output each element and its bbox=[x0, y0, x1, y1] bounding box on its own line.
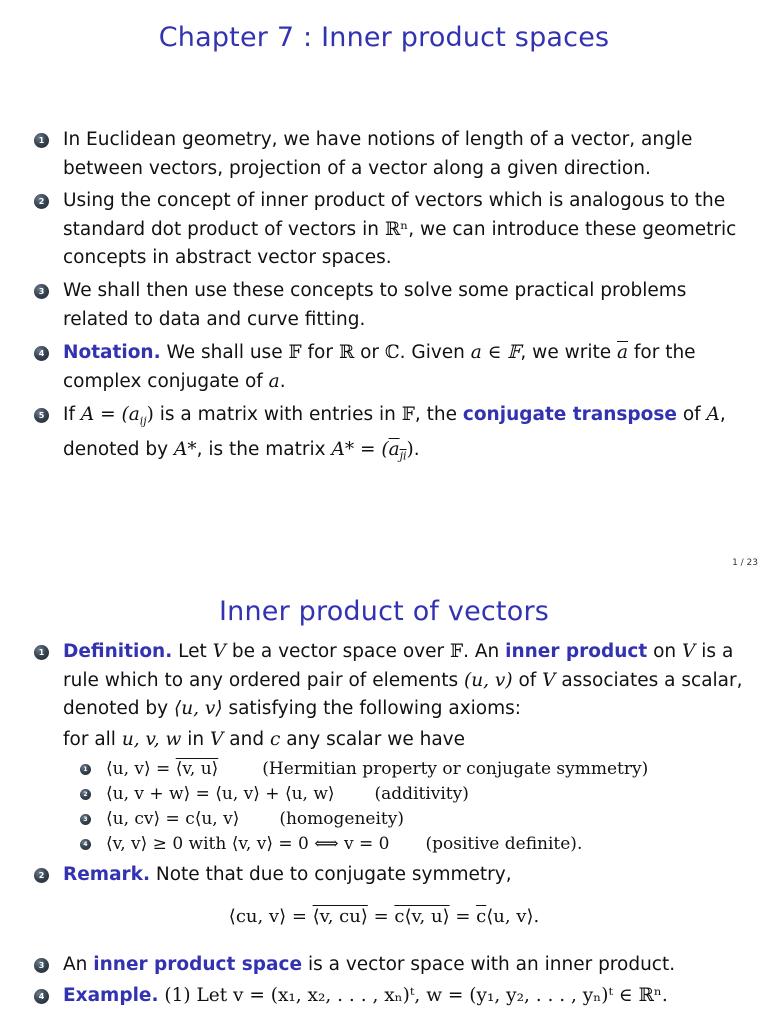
axiom-text: ⟨u, cv⟩ = c⟨u, v⟩ (homogeneity) bbox=[106, 809, 404, 829]
axiom-number: 4 bbox=[80, 839, 91, 850]
bullet-number: 1 bbox=[34, 133, 49, 148]
bullet-number: 3 bbox=[34, 958, 49, 973]
axiom-number: 1 bbox=[80, 764, 91, 775]
example-label: Example. bbox=[63, 985, 159, 1006]
list-item-text: If $A = (a_{ij})$ is a matrix with entries in 𝔽, the conjugate transpose of A, denoted by A*, is the matrix $A* = (a_{ji})$. bbox=[63, 404, 726, 463]
axiom-text: ⟨u, v⟩ = ⟨v, u⟩ (Hermitian property or conjugate symmetry) bbox=[106, 759, 649, 779]
axiom-text: ⟨u, v + w⟩ = ⟨u, v⟩ + ⟨u, w⟩ (additivity) bbox=[106, 784, 469, 804]
notation-label: Notation. bbox=[63, 342, 161, 363]
remark-label: Remark. bbox=[63, 864, 151, 885]
bullet-number: 4 bbox=[34, 346, 49, 361]
page-number: 1 / 23 bbox=[732, 558, 758, 568]
conjugate-transpose-label: conjugate transpose bbox=[462, 404, 677, 425]
bullet-number: 4 bbox=[34, 989, 49, 1004]
for-all-text: for all u, v, w in V and c any scalar we have bbox=[63, 729, 465, 750]
slide-1-title: Chapter 7 : Inner product spaces bbox=[158, 22, 610, 53]
definition-text: Definition. Let V be a vector space over 𝔽. An inner product on V is a rule which to any ordered pair of elements (u, v) of V associates a scalar, denoted by ⟨u, v⟩ satisfying the following axioms: bbox=[63, 641, 743, 719]
list-item-text: Using the concept of inner product of vectors which is analogous to the standard dot product of vectors in ℝⁿ, we can introduce these geometric concepts in abstract vector spaces. bbox=[63, 190, 737, 268]
inner-product-label: inner product bbox=[505, 641, 648, 662]
bullet-number: 2 bbox=[34, 868, 49, 883]
bullet-number: 1 bbox=[34, 645, 49, 660]
example-text: Example. (1) Let v = (x₁, x₂, . . . , xₙ)ᵗ, w = (y₁, y₂, . . . , yₙ)ᵗ ∈ ℝⁿ. bbox=[63, 985, 668, 1006]
bullet-number: 3 bbox=[34, 284, 49, 299]
list-item-text: In Euclidean geometry, we have notions of length of a vector, angle between vectors, projection of a vector along a given direction. bbox=[63, 129, 693, 179]
list-item-text: Notation. We shall use 𝔽 for ℝ or ℂ. Given a ∈ 𝔽, we write $\overline{a}$ for the complex conjugate of a. bbox=[63, 342, 696, 392]
definition-label: Definition. bbox=[63, 641, 173, 662]
bullet-number: 5 bbox=[34, 408, 49, 423]
list-item-text: We shall then use these concepts to solve some practical problems related to data and curve fitting. bbox=[63, 280, 687, 330]
slide-2-title: Inner product of vectors bbox=[218, 596, 550, 627]
remark-equation: ⟨cu, v⟩ = ⟨v, cu⟩ = c⟨v, u⟩ = $\overline{c}⟨u$, v⟩. bbox=[228, 906, 540, 927]
bullet-number: 2 bbox=[34, 194, 49, 209]
axiom-text: ⟨v, v⟩ ≥ 0 with ⟨v, v⟩ = 0 ⟺ v = 0 (positive definite). bbox=[106, 834, 583, 854]
inner-product-space-label: inner product space bbox=[93, 954, 303, 975]
slide-2 bbox=[0, 576, 768, 1024]
ips-text: An inner product space is a vector space with an inner product. bbox=[63, 954, 676, 975]
remark-text: Remark. Note that due to conjugate symmetry, bbox=[63, 864, 512, 885]
axiom-number: 3 bbox=[80, 814, 91, 825]
axiom-number: 2 bbox=[80, 789, 91, 800]
